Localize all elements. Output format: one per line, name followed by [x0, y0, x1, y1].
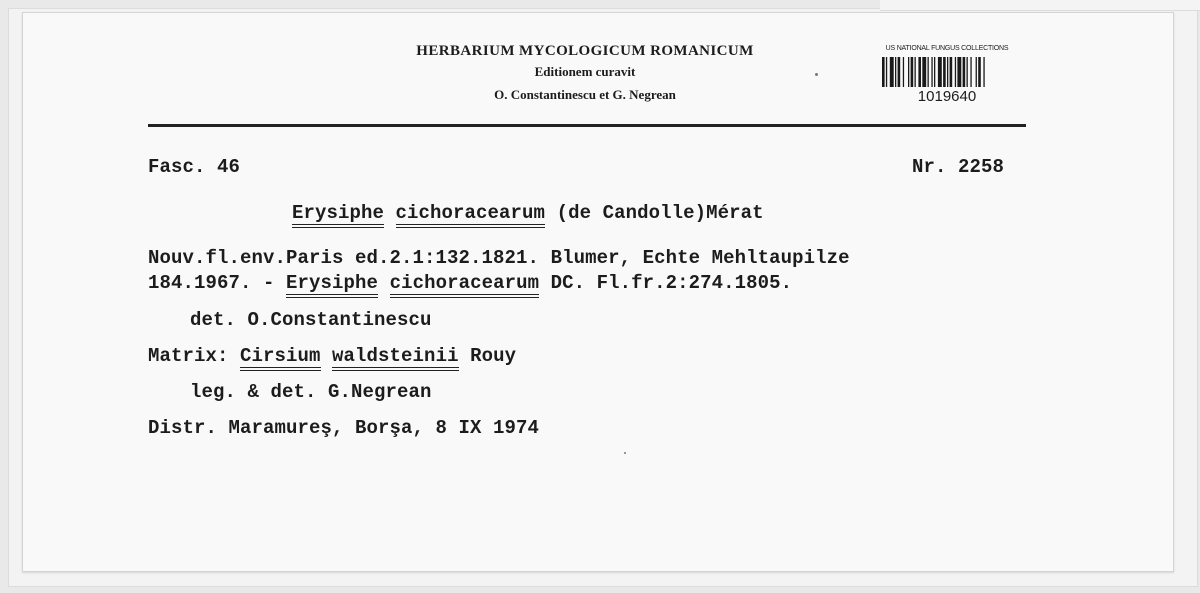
species-epithet: cichoracearum	[396, 202, 546, 228]
barcode-bar	[890, 57, 894, 87]
matrix-author: Rouy	[458, 345, 517, 367]
matrix-line	[148, 345, 516, 367]
barcode-bar	[983, 57, 984, 87]
determiner: det. O.Constantinescu	[190, 309, 432, 331]
species-name	[292, 202, 764, 224]
barcode-bar	[903, 57, 904, 87]
barcode-bar	[934, 57, 935, 87]
reference-epithet: cichoracearum	[390, 272, 540, 298]
paper-speck	[815, 73, 818, 76]
matrix-epithet: waldsteinii	[332, 345, 459, 371]
barcode-bar	[886, 57, 887, 87]
barcode-bar	[895, 57, 896, 87]
barcode-block	[872, 44, 1022, 106]
barcode-bar	[882, 57, 885, 87]
barcode-bar	[918, 57, 921, 87]
species-genus: Erysiphe	[292, 202, 384, 228]
barcode-bar	[947, 57, 948, 87]
barcode-bar	[922, 57, 926, 87]
herbarium-editors: O. Constantinescu et G. Negrean	[494, 87, 676, 102]
barcode-bar	[938, 57, 942, 87]
barcode-bar	[915, 57, 916, 87]
barcode-number: 1019640	[917, 88, 977, 105]
herbarium-title: HERBARIUM MYCOLOGICUM ROMANICUM	[416, 43, 754, 59]
barcode-icon	[880, 57, 1014, 87]
barcode-bar	[943, 57, 946, 87]
matrix-prefix: Matrix:	[148, 345, 241, 367]
barcode-bar	[978, 57, 981, 87]
barcode-bar	[970, 57, 971, 87]
barcode-bar	[976, 57, 977, 87]
matrix-genus: Cirsium	[240, 345, 321, 371]
barcode-caption: US NATIONAL FUNGUS COLLECTIONS	[885, 45, 1009, 52]
top-paper-strip	[880, 0, 1200, 11]
herbarium-subtitle: Editionem curavit	[534, 64, 636, 79]
barcode-bar	[967, 57, 968, 87]
barcode-bar	[963, 57, 966, 87]
paper-speck	[624, 452, 626, 454]
barcode-bar	[898, 57, 901, 87]
reference-genus: Erysiphe	[286, 272, 378, 298]
reference-suffix: DC. Fl.fr.2:274.1805.	[539, 272, 793, 294]
reference-line-1: Nouv.fl.env.Paris ed.2.1:132.1821. Blumer, Echte Mehltaupilze	[148, 247, 850, 269]
reference-prefix: 184.1967. -	[148, 272, 287, 294]
label-header	[340, 40, 830, 108]
barcode-bar	[931, 57, 932, 87]
distribution: Distr. Maramureş, Borşa, 8 IX 1974	[148, 417, 540, 439]
barcode-bar	[908, 57, 909, 87]
barcode-bar	[955, 57, 956, 87]
reference-line-2	[148, 272, 792, 294]
species-author: (de Candolle)Mérat	[545, 202, 764, 224]
specimen-number: Nr. 2258	[912, 156, 1005, 178]
barcode-bar	[957, 57, 961, 87]
fascicle-number: Fasc. 46	[148, 156, 241, 178]
barcode-bar	[950, 57, 953, 87]
collector: leg. & det. G.Negrean	[190, 381, 432, 403]
header-divider	[148, 124, 1026, 127]
barcode-bar	[928, 57, 929, 87]
barcode-bar	[911, 57, 914, 87]
